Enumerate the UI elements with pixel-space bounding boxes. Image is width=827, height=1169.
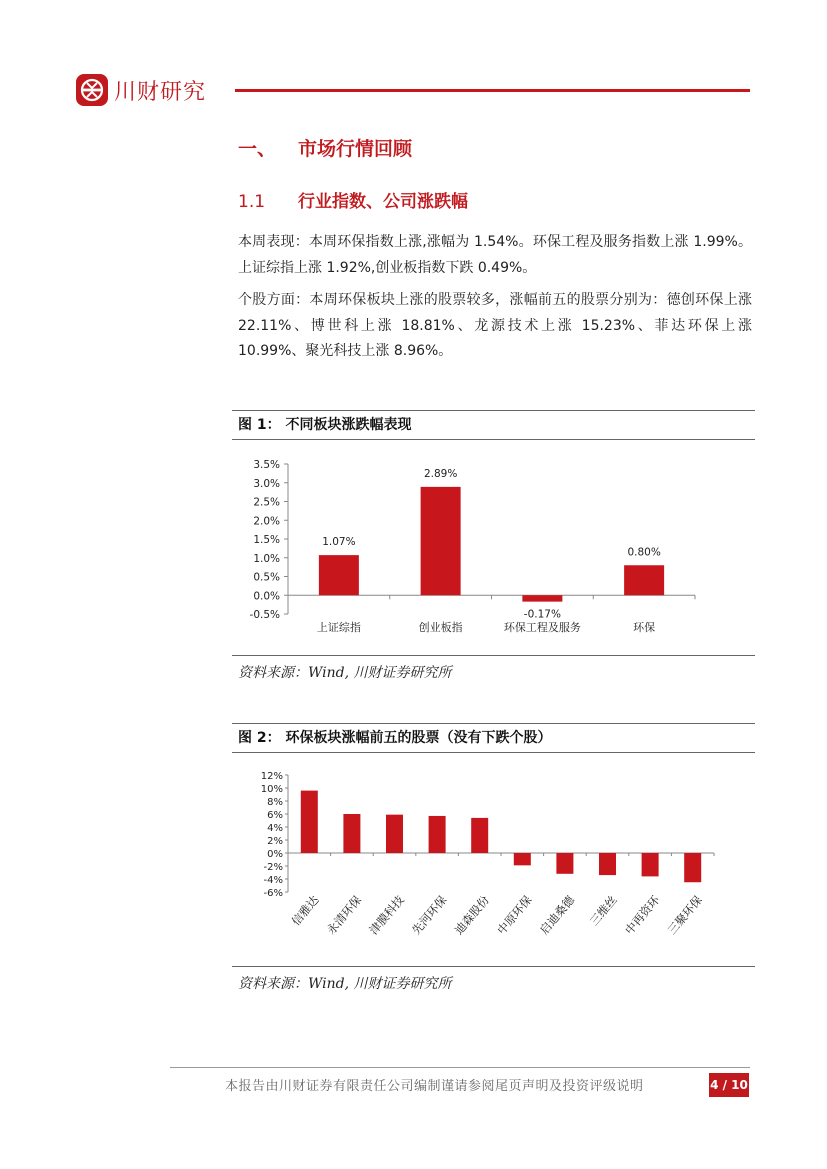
header-divider: [235, 89, 750, 92]
bar-三维丝: [599, 853, 616, 875]
y-tick-label: -6%: [263, 888, 283, 899]
x-category-label: 启迪桑德: [536, 892, 578, 938]
bar-先河环保: [429, 816, 446, 853]
x-category-label: 迪森股份: [451, 892, 492, 938]
y-tick-label: 0.0%: [253, 590, 280, 603]
footer-divider: [170, 1067, 750, 1068]
section-number: 一、: [238, 138, 277, 160]
figure-2-title: 图 2： 环保板块涨幅前五的股票（没有下跌个股）: [232, 723, 755, 753]
data-label: 1.07%: [322, 536, 356, 549]
bar-上证综指: [319, 555, 359, 595]
bar-中再资环: [642, 853, 659, 876]
bar-环保工程及服务: [522, 595, 562, 601]
y-tick-label: 12%: [260, 771, 283, 782]
y-tick-label: 8%: [267, 797, 283, 808]
y-tick-label: 3.0%: [253, 477, 280, 490]
y-tick-label: -4%: [263, 875, 283, 886]
y-tick-label: 1.5%: [253, 534, 280, 546]
bar-启迪桑德: [556, 853, 573, 874]
x-category-label: 先河环保: [409, 892, 450, 938]
top-stocks-bar-chart: [232, 761, 755, 966]
y-tick-label: 1.0%: [253, 552, 280, 565]
x-category-label: 环保: [633, 621, 656, 634]
x-category-label: 津膜科技: [366, 892, 407, 938]
weekly-performance-paragraph: 本周表现：本周环保指数上涨,涨幅为 1.54%。环保工程及服务指数上涨 1.99%。上证综指上涨 1.92%,创业板指数下跌 0.49%。: [238, 234, 752, 276]
figure-1-bottom-rule: [232, 655, 755, 656]
y-tick-label: 0.5%: [253, 571, 280, 584]
bar-创业板指: [421, 487, 461, 595]
y-tick-label: 2%: [267, 836, 283, 847]
chuancai-logo-icon: [76, 74, 108, 106]
bar-环保: [624, 565, 664, 595]
bar-迪森股份: [471, 818, 488, 853]
y-tick-label: 2.0%: [253, 515, 280, 528]
x-category-label: 三聚环保: [664, 892, 705, 938]
y-tick-label: 3.5%: [253, 459, 280, 471]
figure-2: [232, 723, 755, 998]
data-label: -0.17%: [523, 608, 561, 621]
x-category-label: 中原环保: [494, 892, 535, 938]
section-title: 市场行情回顾: [298, 138, 413, 160]
x-category-label: 信雅达: [288, 892, 322, 929]
bar-永清环保: [343, 814, 360, 853]
y-tick-label: -0.5%: [249, 609, 280, 621]
bar-信雅达: [301, 791, 318, 853]
data-label: 0.80%: [627, 546, 661, 559]
bar-中原环保: [514, 853, 531, 865]
page-number-badge: 4 / 10: [709, 1073, 749, 1097]
subsection-title: 行业指数、公司涨跌幅: [298, 192, 468, 212]
y-tick-label: 10%: [260, 784, 283, 795]
sector-change-bar-chart: [232, 448, 755, 658]
stock-performance-paragraph: 个股方面：本周环保板块上涨的股票较多，涨幅前五的股票分别为：德创环保上涨 22.11%、博世科上涨 18.81%、龙源技术上涨 15.23%、菲达环保上涨 10.99%、聚光科技上涨 8.96%。: [238, 292, 752, 359]
x-category-label: 中再资环: [622, 892, 663, 938]
subsection-heading: [238, 187, 468, 212]
x-category-label: 三维丝: [586, 892, 620, 929]
x-category-label: 永清环保: [323, 892, 365, 938]
bar-三聚环保: [684, 853, 701, 882]
y-tick-label: 4%: [267, 823, 283, 834]
y-tick-label: 0%: [267, 849, 283, 860]
x-category-label: 上证综指: [316, 621, 361, 634]
x-category-label: 创业板指: [418, 621, 463, 634]
bar-津膜科技: [386, 815, 403, 853]
logo-text: 川财研究: [114, 79, 207, 105]
figure-2-source: 资料来源：Wind, 川财证券研究所: [238, 976, 452, 992]
section-heading: [238, 134, 412, 161]
brand-logo: [76, 72, 206, 108]
figure-1-title: 图 1： 不同板块涨跌幅表现: [232, 410, 755, 440]
data-label: 2.89%: [423, 467, 458, 480]
figure-2-bottom-rule: [232, 966, 755, 967]
y-tick-label: -2%: [263, 862, 283, 873]
x-category-label: 环保工程及服务: [503, 621, 581, 634]
y-tick-label: 6%: [267, 810, 283, 821]
figure-1: [232, 410, 755, 690]
figure-1-source: 资料来源：Wind, 川财证券研究所: [238, 665, 452, 681]
y-tick-label: 2.5%: [253, 496, 280, 509]
subsection-number: 1.1: [238, 192, 266, 212]
footer-disclaimer: 本报告由川财证券有限责任公司编制谨请参阅尾页声明及投资评级说明: [225, 1079, 644, 1094]
